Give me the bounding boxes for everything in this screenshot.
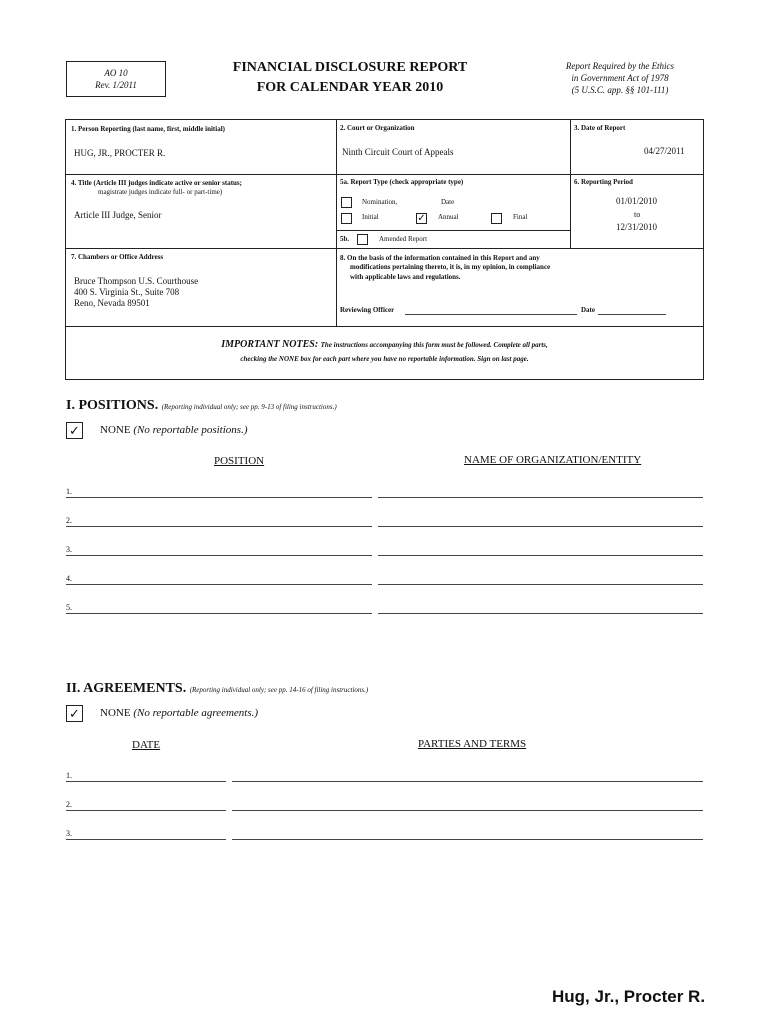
annual-label: Annual — [438, 213, 459, 221]
check-icon: ✓ — [69, 706, 80, 721]
basis-label-1: 8. On the basis of the information contained in this Report and any — [340, 254, 540, 262]
agreement-row-number: 1. — [66, 771, 72, 780]
check-icon: ✓ — [69, 423, 80, 438]
position-column-header: POSITION — [214, 455, 265, 467]
position-row-number: 4. — [66, 574, 72, 583]
report-year: FOR CALENDAR YEAR 2010 — [256, 80, 444, 95]
person-label: 1. Person Reporting (last name, first, middle initial) — [71, 125, 225, 133]
basis-label-2: modifications pertaining thereto, it is, in my opinion, in compliance — [350, 263, 551, 271]
form-id: AO 10 — [104, 68, 128, 78]
position-row-left-field[interactable] — [66, 526, 372, 527]
report-title: FINANCIAL DISCLOSURE REPORT — [232, 60, 468, 75]
final-label: Final — [513, 213, 528, 221]
title-value: Article III Judge, Senior — [74, 210, 162, 220]
position-row-number: 5. — [66, 603, 72, 612]
amended-prefix: 5b. — [340, 235, 350, 243]
title-label: 4. Title (Article III judges indicate active or senior status; — [71, 179, 242, 187]
report-type-label: 5a. Report Type (check appropriate type) — [340, 178, 464, 186]
date-label: 3. Date of Report — [574, 124, 626, 132]
position-row-right-field[interactable] — [378, 526, 703, 527]
position-row-right-field[interactable] — [378, 613, 703, 614]
ethics-line-1: Report Required by the Ethics — [565, 61, 675, 71]
agreements-note: (Reporting individual only; see pp. 14-16 of filing instructions.) — [189, 686, 369, 694]
organization-column-header: NAME OF ORGANIZATION/ENTITY — [464, 454, 642, 466]
period-start: 01/01/2010 — [616, 196, 658, 206]
address-line-3: Reno, Nevada 89501 — [74, 298, 150, 308]
agreement-row-left-field[interactable] — [66, 781, 226, 782]
notes-text-2: checking the NONE box for each part where you have no reportable information. Sign on last page. — [240, 355, 529, 363]
position-row-left-field[interactable] — [66, 555, 372, 556]
ethics-note — [540, 60, 700, 96]
nomination-date-label: Date — [441, 198, 455, 206]
initial-label: Initial — [362, 213, 379, 221]
period-to: to — [634, 210, 641, 219]
nomination-checkbox[interactable] — [341, 197, 352, 208]
positions-note: (Reporting individual only; see pp. 9-13 of filing instructions.) — [161, 403, 337, 411]
agreements-none-label: NONE — [100, 707, 131, 719]
position-row-number: 3. — [66, 545, 72, 554]
report-info-box — [65, 119, 704, 380]
date-column-header: DATE — [132, 739, 161, 751]
agreements-none-note: (No reportable agreements.) — [133, 707, 259, 719]
final-checkbox[interactable] — [491, 213, 502, 224]
address-line-2: 400 S. Virginia St., Suite 708 — [74, 287, 180, 297]
form-revision: Rev. 1/2011 — [95, 80, 137, 90]
address-line-1: Bruce Thompson U.S. Courthouse — [74, 276, 199, 286]
ethics-line-3: (5 U.S.C. app. §§ 101-111) — [571, 85, 669, 95]
positions-title: I. POSITIONS. — [66, 398, 159, 413]
notes-title: IMPORTANT NOTES: — [221, 339, 319, 350]
agreement-row-right-field[interactable] — [232, 839, 703, 840]
notes-text-1: The instructions accompanying this form must be followed. Complete all parts, — [320, 341, 548, 349]
positions-none-label: NONE — [100, 424, 131, 436]
important-notes — [66, 339, 703, 350]
agreement-row-right-field[interactable] — [232, 781, 703, 782]
agreement-row-right-field[interactable] — [232, 810, 703, 811]
position-row-right-field[interactable] — [378, 584, 703, 585]
chambers-label: 7. Chambers or Office Address — [71, 253, 164, 261]
position-row-number: 2. — [66, 516, 72, 525]
court-value: Ninth Circuit Court of Appeals — [342, 147, 454, 157]
court-label: 2. Court or Organization — [340, 124, 415, 132]
agreement-row-number: 3. — [66, 829, 72, 838]
agreement-row-left-field[interactable] — [66, 810, 226, 811]
review-date-label: Date — [581, 306, 595, 314]
position-row-right-field[interactable] — [378, 555, 703, 556]
positions-none-checkbox[interactable] — [66, 422, 83, 439]
period-end: 12/31/2010 — [616, 222, 658, 232]
positions-none — [100, 424, 248, 436]
amended-label: Amended Report — [379, 235, 428, 243]
agreement-row-left-field[interactable] — [66, 839, 226, 840]
annual-checkbox[interactable] — [416, 213, 427, 224]
nomination-label: Nomination, — [362, 198, 398, 206]
position-row-right-field[interactable] — [378, 497, 703, 498]
date-value: 04/27/2011 — [644, 146, 685, 156]
parties-column-header: PARTIES AND TERMS — [418, 738, 527, 750]
amended-checkbox[interactable] — [357, 234, 368, 245]
position-row-number: 1. — [66, 487, 72, 496]
agreements-none — [100, 707, 258, 719]
initial-checkbox[interactable] — [341, 213, 352, 224]
reviewing-officer-label: Reviewing Officer — [340, 306, 395, 314]
agreements-heading — [66, 681, 368, 697]
position-row-left-field[interactable] — [66, 613, 372, 614]
agreement-row-number: 2. — [66, 800, 72, 809]
review-date-line[interactable] — [598, 314, 666, 315]
period-label: 6. Reporting Period — [574, 178, 633, 186]
check-icon: ✓ — [417, 213, 426, 224]
positions-none-note: (No reportable positions.) — [133, 424, 248, 436]
person-value: HUG, JR., PROCTER R. — [74, 148, 166, 158]
form-id-box — [66, 61, 166, 97]
footer-filer-name: Hug, Jr., Procter R. — [552, 987, 706, 1006]
reviewing-officer-line[interactable] — [405, 314, 577, 315]
position-row-left-field[interactable] — [66, 497, 372, 498]
agreements-none-checkbox[interactable] — [66, 705, 83, 722]
agreements-title: II. AGREEMENTS. — [66, 681, 187, 696]
position-row-left-field[interactable] — [66, 584, 372, 585]
ethics-line-2: in Government Act of 1978 — [571, 73, 669, 83]
title-label-2: magistrate judges indicate full- or part-time) — [98, 188, 223, 196]
basis-label-3: with applicable laws and regulations. — [350, 273, 461, 281]
positions-heading — [66, 398, 337, 414]
